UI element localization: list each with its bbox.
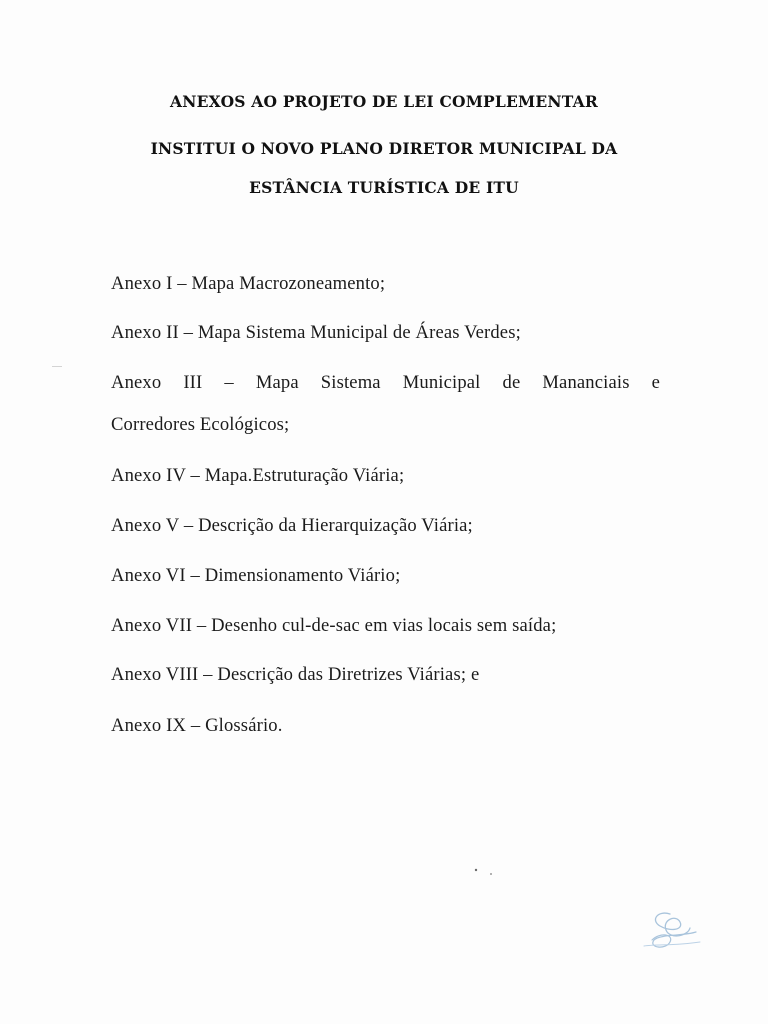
signature-initials: [640, 906, 704, 952]
margin-mark: [52, 366, 62, 367]
document-title-line-2: INSTITUI O NOVO PLANO DIRETOR MUNICIPAL DA: [150, 139, 618, 158]
document-title-line-3: ESTÂNCIA TURÍSTICA DE ITU: [249, 178, 519, 197]
annex-item-3-line-2: Corredores Ecológicos;: [111, 414, 290, 435]
scan-speck-marks: [470, 866, 500, 878]
annex-item-6: Anexo VI – Dimensionamento Viário;: [111, 565, 401, 586]
annex-item-1: Anexo I – Mapa Macrozoneamento;: [111, 273, 386, 294]
annex-item-4: Anexo IV – Mapa.Estruturação Viária;: [111, 465, 405, 486]
annex-item-2: Anexo II – Mapa Sistema Municipal de Áreas Verdes;: [111, 322, 521, 343]
document-title-line-1: ANEXOS AO PROJETO DE LEI COMPLEMENTAR: [170, 92, 598, 111]
annex-item-5: Anexo V – Descrição da Hierarquização Viária;: [111, 515, 473, 536]
annex-item-9: Anexo IX – Glossário.: [111, 715, 283, 736]
annex-item-3-line-1: Anexo III – Mapa Sistema Municipal de Mananciais e: [111, 372, 660, 393]
annex-item-7: Anexo VII – Desenho cul-de-sac em vias locais sem saída;: [111, 615, 557, 636]
annex-item-8: Anexo VIII – Descrição das Diretrizes Viárias; e: [111, 664, 480, 685]
